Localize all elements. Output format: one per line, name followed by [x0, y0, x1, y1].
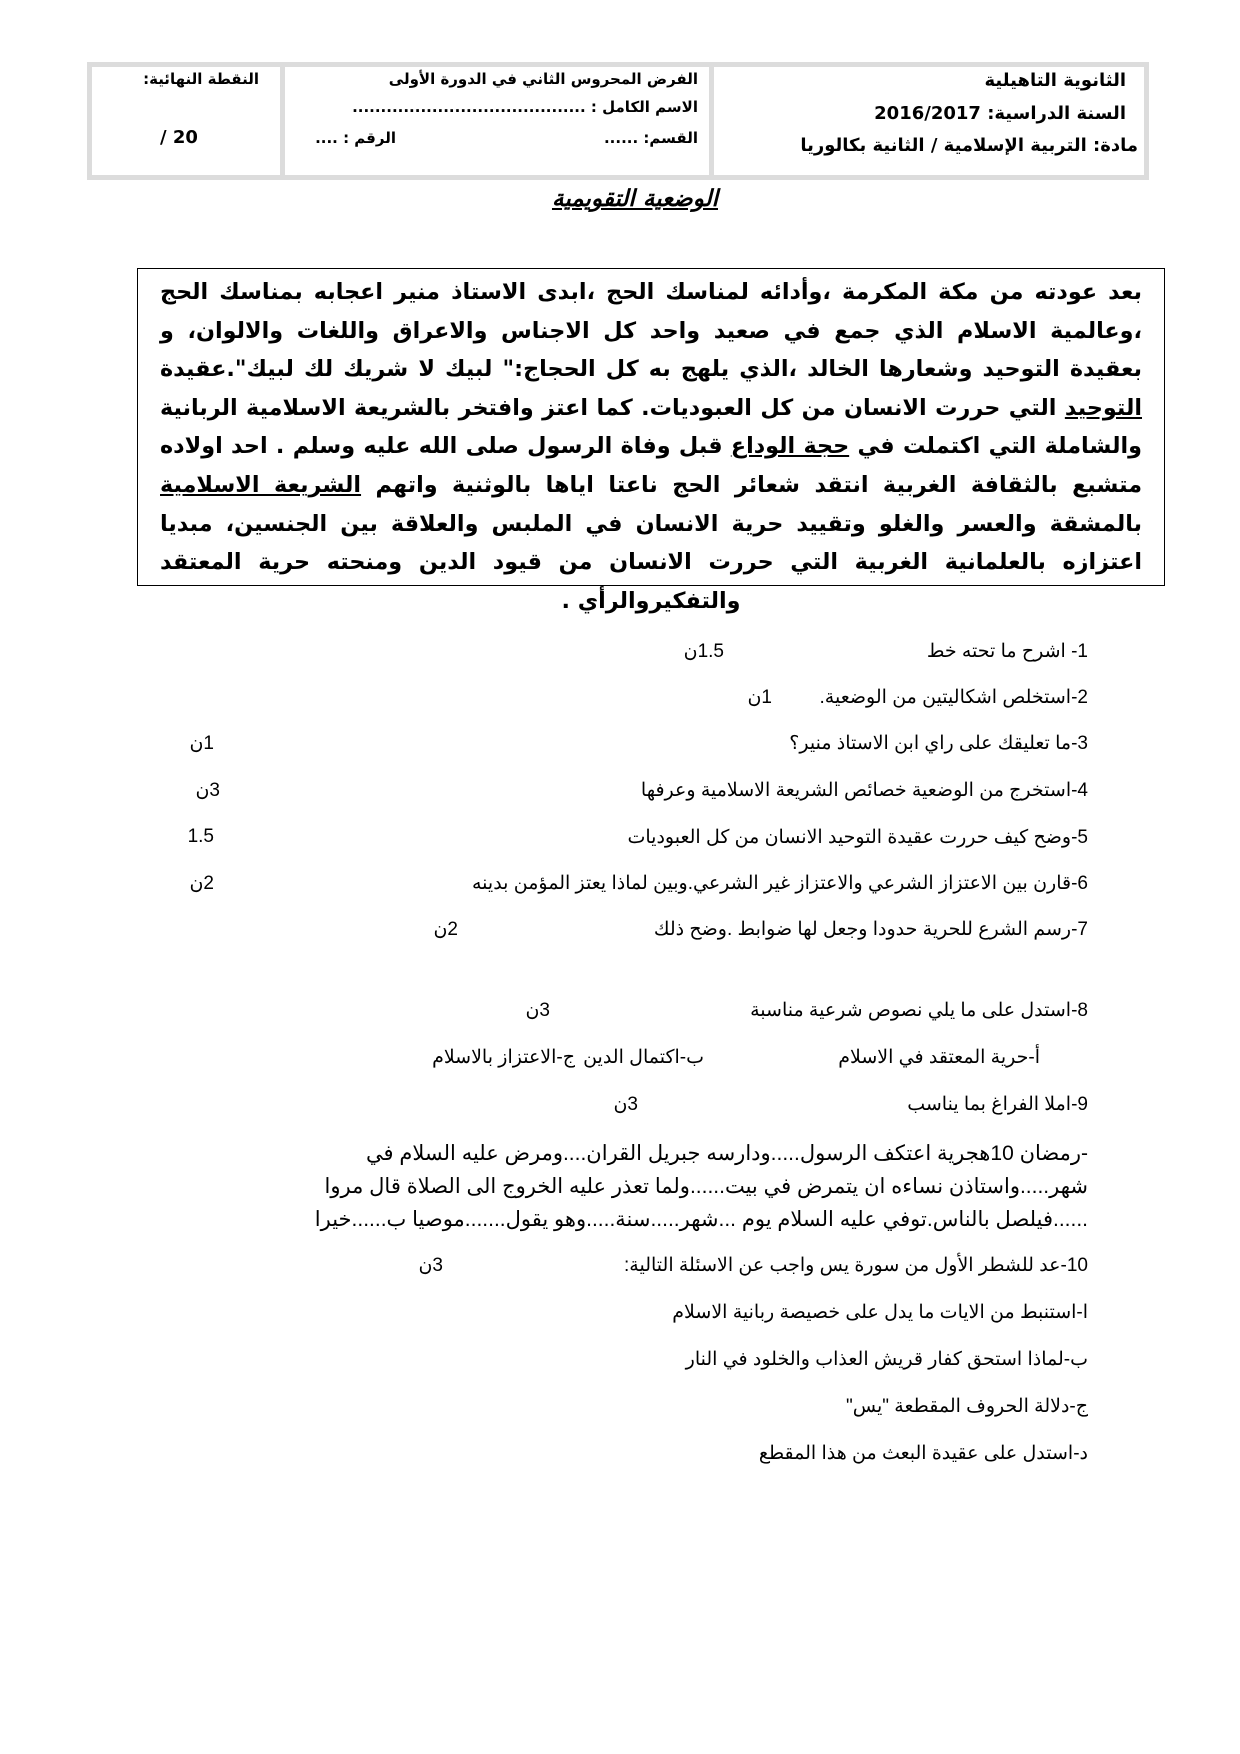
school-name: الثانوية التاهيلية	[984, 70, 1126, 91]
q8-item-a: أ-حرية المعتقد في الاسلام	[838, 1047, 1040, 1068]
question-9: 9-املا الفراغ بما يناسب	[907, 1094, 1088, 1115]
exam-header	[87, 62, 1149, 180]
question-1-points: 1.5ن	[683, 641, 724, 662]
subject-line: مادة: التربية الإسلامية / الثانية بكالوريا	[800, 135, 1138, 156]
underlined-term: حجة الوداع	[730, 433, 850, 460]
page-title: الوضعية التقويمية	[551, 186, 718, 212]
question-10: 10-عد للشطر الأول من سورة يس واجب عن الاسئلة التالية:	[624, 1255, 1088, 1276]
question-9-points: 3ن	[613, 1094, 638, 1115]
question-8: 8-استدل على ما يلي نصوص شرعية مناسبة	[750, 1000, 1088, 1021]
q8-item-c: ج-الاعتزاز بالاسلام	[432, 1047, 575, 1068]
q9-fill-line: شهر.....واستاذن نساءه ان يتمرض في بيت......ولما تعذر عليه الخروج الى الصلاة قال مروا	[324, 1175, 1088, 1198]
q8-item-b: ب-اكتمال الدين	[583, 1047, 704, 1068]
situation-part: التي حررت الانسان من كل العبوديات. كما اعتز وافتخر بالشريعة الاسلامية الربانية والشاملة التي اكتملت في	[160, 394, 1142, 460]
q9-fill-line: -رمضان 10هجرية اعتكف الرسول.....ودارسه جبريل القران....ومرض عليه السلام في	[365, 1142, 1088, 1165]
question-8-points: 3ن	[525, 1000, 550, 1021]
header-divider	[280, 67, 285, 175]
situation-box	[137, 268, 1165, 614]
question-10-points: 3ن	[418, 1255, 443, 1276]
situation-part: قبل وفاة الرسول صلى الله عليه وسلم . احد اولاده متشبع بالثقافة الغربية انتقد شعائر الحج ناعتا اياها بالوثنية واتهم	[160, 433, 1142, 498]
question-6-points: 2ن	[189, 873, 214, 894]
question-2-points: 1ن	[747, 687, 772, 708]
question-3: 3-ما تعليقك على راي ابن الاستاذ منير؟	[789, 733, 1088, 754]
question-1: 1- اشرح ما تحته خط	[926, 641, 1088, 662]
number-field: الرقم : ....	[315, 129, 396, 147]
underlined-term: الشريعة الاسلامية	[160, 471, 362, 498]
q9-fill-line: ......فيلصل بالناس.توفي عليه السلام يوم ...شهر.....سنة.....وهو يقول.......موصيا ب......خيرا	[314, 1208, 1088, 1231]
question-2: 2-استخلص اشكاليتين من الوضعية.	[819, 687, 1088, 708]
q10-item-a: ا-استنبط من الايات ما يدل على خصيصة ربانية الاسلام	[672, 1302, 1088, 1323]
section-field: القسم: ......	[603, 129, 698, 147]
q10-item-c: ج-دلالة الحروف المقطعة "يس"	[846, 1396, 1088, 1417]
situation-part: بالمشقة والعسر والغلو وتقييد حرية الانسان في الملبس والعلاقة بين الجنسين، مبديا اعتزازه بالعلمانية الغربية التي حررت الانسان من قيود الدين ومنحته حرية المعتقد والتفكيروالرأي .	[160, 510, 1142, 614]
question-4: 4-استخرج من الوضعية خصائص الشريعة الاسلامية وعرفها	[640, 780, 1088, 801]
question-4-points: 3ن	[195, 780, 220, 801]
school-year: السنة الدراسية: 2016/2017	[874, 103, 1126, 124]
situation-part: بعد عودته من مكة المكرمة ،وأدائه لمناسك الحج ،ابدى الاستاذ منير اعجابه بمناسك الحج ،وعالمية الاسلام الذي جمع في صعيد واحد كل الاجناس والاعراق واللغات والالوان، و بعقيدة التوحيد وشعارها الخالد ،الذي يلهج به كل الحجاج:" لبيك لا شريك لك لبيك".عقيدة	[160, 279, 1142, 383]
question-5-points: 1.5	[187, 826, 214, 847]
question-3-points: 1ن	[189, 733, 214, 754]
question-7: 7-رسم الشرع للحرية حدودا وجعل لها ضوابط .وضح ذلك	[653, 919, 1088, 940]
underlined-term: التوحيد	[1064, 394, 1142, 421]
question-5: 5-وضح كيف حررت عقيدة التوحيد الانسان من كل العبوديات	[627, 827, 1088, 848]
q10-item-d: د-استدل على عقيدة البعث من هذا المقطع	[758, 1443, 1088, 1464]
full-name-field: الاسم الكامل : .........................................	[352, 98, 698, 116]
question-7-points: 2ن	[433, 919, 458, 940]
header-divider	[709, 67, 714, 175]
situation-text	[160, 273, 1142, 620]
exam-title: الفرض المحروس الثاني في الدورة الأولى	[388, 70, 698, 88]
question-6: 6-قارن بين الاعتزاز الشرعي والاعتزاز غير الشرعي.وبين لماذا يعتز المؤمن بدينه	[472, 873, 1088, 894]
grade-total: / 20	[160, 127, 198, 148]
final-grade-label: النقطة النهائية:	[143, 70, 259, 88]
q10-item-b: ب-لماذا استحق كفار قريش العذاب والخلود في النار	[685, 1349, 1088, 1370]
